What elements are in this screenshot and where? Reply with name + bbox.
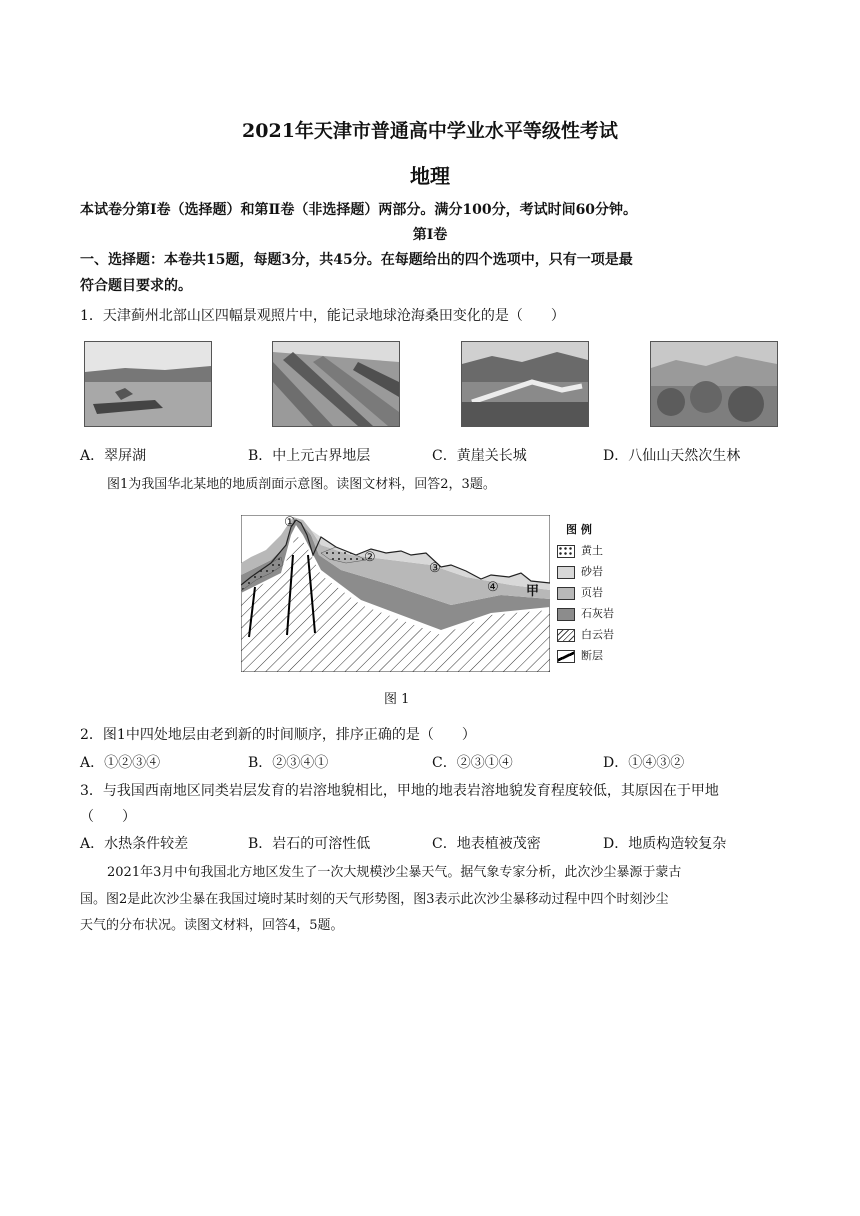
q2-option-a[interactable]: A．①②③④ [80, 755, 161, 771]
exam-intro: 本试卷分第Ⅰ卷（选择题）和第Ⅱ卷（非选择题）两部分。满分100分，考试时间60分钟。 [80, 202, 638, 218]
section-instruction-1: 一、选择题：本卷共15题，每题3分，共45分。在每题给出的四个选项中，只有一项是最 [80, 252, 633, 268]
place-jia: 甲 [526, 584, 540, 599]
q3-stem-line1: 3．与我国西南地区同类岩层发育的岩溶地貌相比，甲地的地表岩溶地貌发育程度较低，其原因在于甲地 [80, 783, 719, 799]
marker-2: ② [364, 550, 376, 565]
subject-title: 地理 [410, 164, 450, 188]
section-instruction-2: 符合题目要求的。 [80, 278, 192, 294]
photo-forest [650, 341, 778, 427]
legend-sandstone [557, 563, 603, 579]
legend-title: 图 例 [566, 523, 592, 536]
legend-loess-label: 黄土 [581, 544, 603, 557]
q2-option-c[interactable]: C．②③①④ [432, 755, 513, 771]
passage-line1: 2021年3月中旬我国北方地区发生了一次大规模沙尘暴天气。据气象专家分析，此次沙尘暴源于蒙古 [107, 865, 682, 880]
marker-4: ④ [487, 580, 499, 595]
photo-lake [84, 341, 212, 427]
q2-stem: 2．图1中四处地层由老到新的时间顺序，排序正确的是（ ） [80, 727, 476, 743]
marker-1: ① [284, 515, 296, 530]
q3-option-c[interactable]: C．地表植被茂密 [432, 836, 541, 852]
q3-option-a[interactable]: A．水热条件较差 [80, 836, 189, 852]
legend-fault [557, 647, 603, 663]
part-title: 第Ⅰ卷 [412, 227, 448, 243]
legend-sandstone-label: 砂岩 [581, 565, 603, 578]
legend-dolomite-label: 白云岩 [581, 628, 614, 641]
q3-option-b[interactable]: B．岩石的可溶性低 [248, 836, 371, 852]
legend-limestone-label: 石灰岩 [581, 607, 614, 620]
legend-fault-label: 断层 [581, 649, 603, 662]
q1-option-b[interactable]: B．中上元古界地层 [248, 448, 371, 464]
passage-line2: 国。图2是此次沙尘暴在我国过境时某时刻的天气形势图，图3表示此次沙尘暴移动过程中四个时刻沙尘 [80, 892, 669, 907]
q2-option-d[interactable]: D．①④③② [603, 755, 685, 771]
q1-stem: 1．天津蓟州北部山区四幅景观照片中，能记录地球沧海桑田变化的是（ ） [80, 308, 565, 324]
q1-option-c[interactable]: C．黄崖关长城 [432, 448, 527, 464]
passage-line3: 天气的分布状况。读图文材料，回答4，5题。 [80, 918, 344, 933]
q3-option-d[interactable]: D．地质构造较复杂 [603, 836, 727, 852]
legend-shale [557, 584, 603, 600]
legend-dolomite [557, 626, 614, 642]
q1-option-a[interactable]: A．翠屏湖 [80, 448, 147, 464]
fig1-caption: 图 1 [384, 692, 410, 707]
q1-option-d[interactable]: D．八仙山天然次生林 [603, 448, 741, 464]
legend-limestone [557, 605, 614, 621]
geologic-cross-section [241, 515, 550, 672]
exam-title: 2021年天津市普通高中学业水平等级性考试 [242, 120, 618, 142]
legend-loess [557, 542, 603, 558]
q2-option-b[interactable]: B．②③④① [248, 755, 329, 771]
photo-great-wall [461, 341, 589, 427]
marker-3: ③ [429, 561, 441, 576]
photo-strata [272, 341, 400, 427]
legend-shale-label: 页岩 [581, 586, 603, 599]
q3-stem-line2: （ ） [80, 809, 136, 825]
fig1-intro: 图1为我国华北某地的地质剖面示意图。读图文材料，回答2，3题。 [107, 477, 496, 492]
